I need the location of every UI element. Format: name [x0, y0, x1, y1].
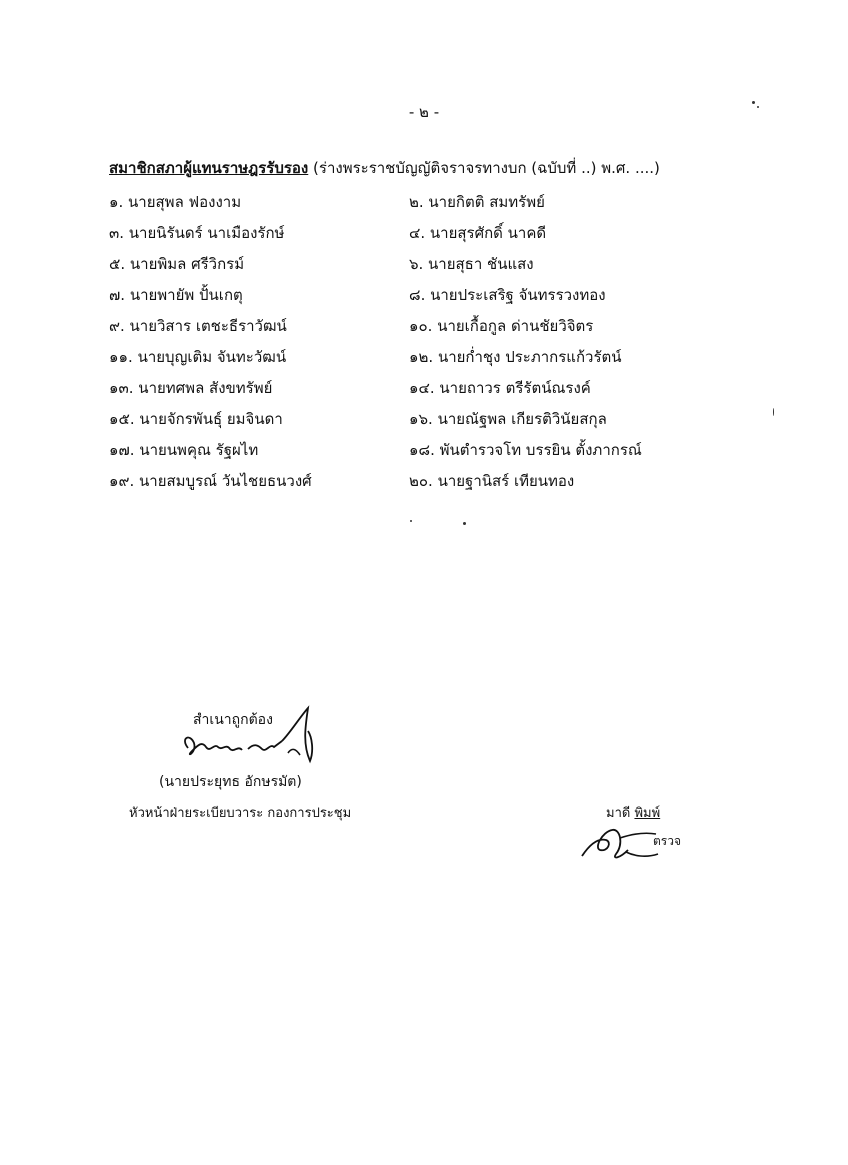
member-row	[109, 279, 669, 310]
member-name: ๑๐. นายเกื้อกูล ด่านชัยวิจิตร	[409, 316, 594, 335]
heading-title: สมาชิกสภาผู้แทนราษฎรรับรอง	[109, 159, 309, 177]
certification-label: สำเนาถูกต้อง	[193, 712, 273, 728]
member-row	[109, 372, 669, 403]
typist-prefix: มาดี	[606, 806, 631, 821]
member-name: ๒. นายกิตติ สมทรัพย์	[409, 192, 545, 211]
member-row	[109, 217, 669, 248]
member-name: ๘. นายประเสริฐ จันทรรวงทอง	[409, 285, 606, 304]
certifier-title: หัวหน้าฝ่ายระเบียบวาระ กองการประชุม	[129, 806, 352, 821]
scan-speck	[463, 522, 466, 525]
member-name: ๑๘. พันตำรวจโท บรรยิน ตั้งภากรณ์	[409, 440, 642, 459]
member-name: ๙. นายวิสาร เตชะธีราวัฒน์	[109, 316, 287, 335]
heading-subtitle: (ร่างพระราชบัญญัติจราจรทางบก (ฉบับที่ ..) พ.ศ. ....)	[313, 159, 660, 177]
member-list	[109, 186, 669, 496]
certifier-name: (นายประยุทธ อักษรมัต)	[159, 774, 302, 790]
member-row	[109, 248, 669, 279]
member-name: ๑๖. นายณัฐพล เกียรติวินัยสกุล	[409, 409, 607, 428]
scan-speck	[410, 520, 412, 522]
heading	[109, 156, 660, 180]
member-name: ๑๔. นายถาวร ตรีรัตน์ณรงค์	[409, 378, 591, 397]
member-name: ๑๙. นายสมบูรณ์ วันไชยธนวงศ์	[109, 471, 312, 490]
member-name: ๑. นายสุพล ฟองงาม	[109, 192, 242, 211]
member-name: ๑๒. นายก่ำชุง ประภากรแก้วรัตน์	[409, 347, 622, 366]
member-name: ๕. นายพิมล ศรีวิกรม์	[109, 254, 245, 273]
member-name: ๑๕. นายจักรพันธุ์ ยมจินดา	[109, 409, 283, 428]
member-row	[109, 186, 669, 217]
member-row	[109, 341, 669, 372]
member-name: ๑๓. นายทศพล สังขทรัพย์	[109, 378, 273, 397]
member-name: ๑๗. นายนพคุณ รัฐผไท	[109, 440, 259, 459]
member-name: ๑๑. นายบุญเติม จันทะวัฒน์	[109, 347, 287, 366]
member-name: ๖. นายสุธา ชันแสง	[409, 254, 534, 273]
member-name: ๒๐. นายฐานิสร์ เทียนทอง	[409, 471, 575, 490]
member-name: ๔. นายสุรศักดิ์ นาคดี	[409, 223, 547, 242]
typist-name: พิมพ์	[634, 806, 661, 821]
scan-speck	[757, 106, 759, 108]
certifier-signature	[150, 703, 330, 773]
scan-speck	[752, 101, 755, 104]
member-name: ๓. นายนิรันดร์ นาเมืองรักษ์	[109, 223, 285, 242]
member-row	[109, 465, 669, 496]
checked-label: ตรวจ	[653, 834, 682, 848]
page-number: - ๒ -	[408, 103, 440, 121]
member-name: ๗. นายพายัพ ปั้นเกตุ	[109, 285, 243, 304]
member-row	[109, 403, 669, 434]
member-row	[109, 434, 669, 465]
scan-speck	[773, 408, 774, 416]
member-row	[109, 310, 669, 341]
